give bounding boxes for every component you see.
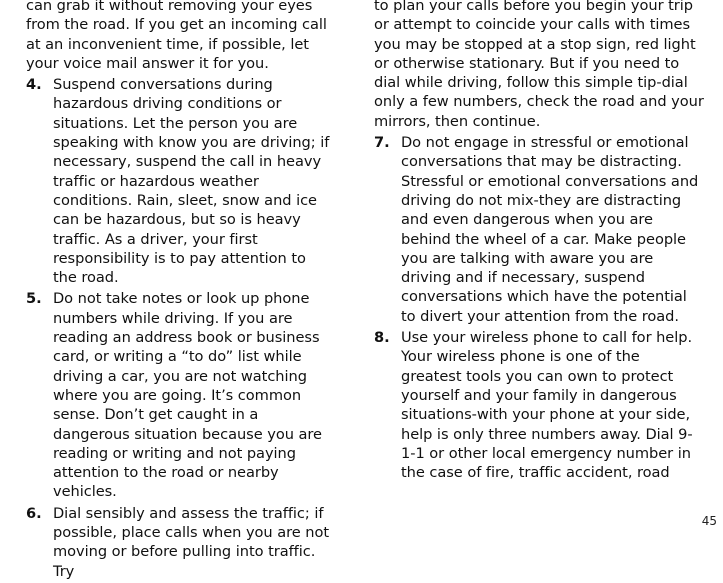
item-number: 7.: [374, 134, 390, 152]
list-item-6: [26, 504, 334, 581]
item-number: 5.: [26, 290, 42, 308]
item-text: Do not engage in stressful or emotional conversations that may be distracting. Stressful or emotional conversations and driving do not mix-they are distracting and even dangerous when you are behind the wheel of a car. Make people you are talking with aware you are driving and if necessary, suspend conversations which have the potential to divert your attention from the road.: [401, 134, 699, 325]
left-column: [26, 0, 334, 583]
item-number: 6.: [26, 504, 42, 522]
page-number: 45: [701, 514, 717, 528]
list-item-5: [26, 289, 334, 501]
item-text: Use your wireless phone to call for help. Your wireless phone is one of the greatest tools you can own to protect yourself and your family in dangerous situations-with your phone at your side, help is only three numbers away. Dial 9-1-1 or other local emergency number in the case of fire, traffic accident, road: [401, 329, 693, 482]
item-text: Suspend conversations during hazardous driving conditions or situations. Let the person you are speaking with know you are driving; if necessary, suspend the call in heavy traffic or hazardous weather conditions. Rain, sleet, snow and ice can be hazardous, but so is heavy traffic. As a driver, your first responsibility is to pay attention to the road.: [53, 76, 330, 287]
continuation-paragraph: [26, 0, 334, 73]
list-item-8: [374, 328, 704, 482]
item-number: 4.: [26, 76, 42, 94]
list-item-7: [374, 133, 704, 326]
item-text: Dial sensibly and assess the traffic; if possible, place calls when you are not moving or before pulling into traffic. Try: [53, 504, 329, 580]
list-item-4: [26, 75, 334, 287]
right-column: [374, 0, 704, 484]
continuation-paragraph: [374, 0, 704, 131]
paragraph-text: can grab it without removing your eyes from the road. If you get an incoming call at an inconvenient time, if possible, let your voice mail answer it for you.: [26, 0, 327, 72]
paragraph-text: to plan your calls before you begin your trip or attempt to coincide your calls with times you may be stopped at a stop sign, red light or otherwise stationary. But if you need to dial while driving, follow this simple tip-dial only a few numbers, check the road and your mirrors, then continue.: [374, 0, 704, 130]
item-number: 8.: [374, 329, 390, 347]
item-text: Do not take notes or look up phone numbers while driving. If you are reading an address book or business card, or writing a “to do” list while driving a car, you are not watching where you are going. It’s common sense. Don’t get caught in a dangerous situation because you are reading or writing and not paying attention to the road or nearby vehicles.: [53, 290, 322, 501]
